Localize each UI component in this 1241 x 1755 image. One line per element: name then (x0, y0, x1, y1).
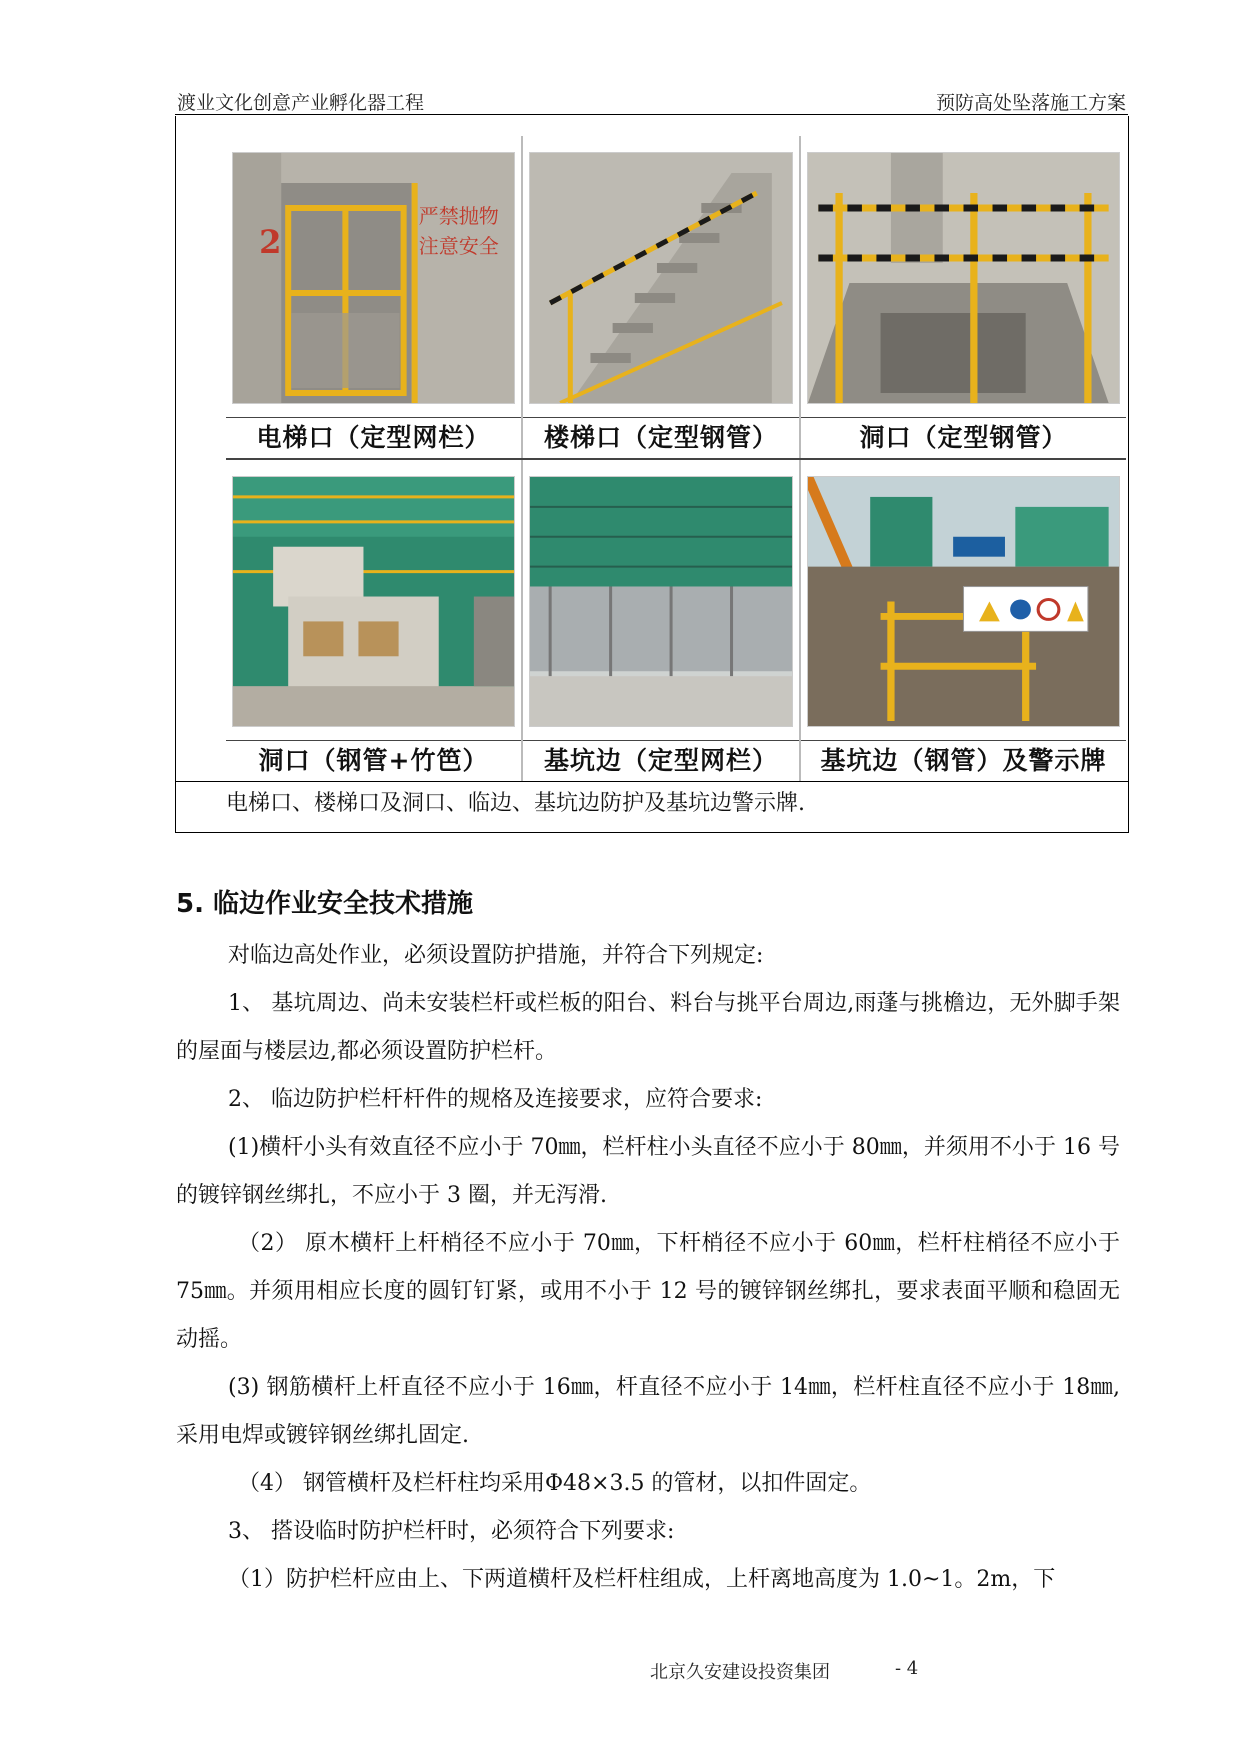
paragraph: 对临边高处作业，必须设置防护措施，并符合下列规定: (228, 943, 764, 968)
footer-organization: 北京久安建设投资集团 (650, 1662, 830, 1683)
header-document-title: 预防高处坠落施工方案 (935, 92, 1126, 114)
footer-page-number: - 4 (895, 1658, 919, 1679)
photo-hole-steel-bamboo (232, 476, 515, 727)
paragraph: （1）防护栏杆应由上、下两道横杆及栏杆柱组成，上杆离地高度为 1.0~1。2m，下 (228, 1567, 1056, 1592)
photo-grid (226, 136, 1126, 781)
figure-caption: 电梯口、楼梯口及洞口、临边、基坑边防护及基坑边警示牌. (226, 791, 805, 816)
paragraph: 2、 临边防护栏杆杆件的规格及连接要求，应符合要求: (228, 1087, 763, 1112)
paragraph: 1、 基坑周边、尚未安装栏杆或栏板的阳台、料台与挑平台周边,雨蓬与挑檐边，无外脚手架的屋面与楼层边,都必须设置防护栏杆。 (176, 991, 1120, 1064)
photo-cell-stairwell (523, 136, 799, 458)
floor-number-text: 2 (259, 223, 282, 261)
photo-floor-hole-steel-pipe (807, 152, 1120, 404)
photo-caption: 楼梯口（定型钢管） (523, 417, 799, 458)
paragraph: （4） 钢管横杆及栏杆柱均采用Φ48×3.5 的管材，以扣件固定。 (238, 1471, 872, 1496)
photo-stairwell-opening (529, 152, 793, 404)
caption-rule (176, 781, 1128, 782)
photo-caption: 基坑边（定型网栏） (523, 740, 799, 781)
paragraph: (3) 钢筋横杆上杆直径不应小于 16㎜，杆直径不应小于 14㎜，栏杆柱直径不应小于 18㎜,采用电焊或镀锌钢丝绑扎固定. (176, 1375, 1120, 1448)
paragraph: (1)横杆小头有效直径不应小于 70㎜，栏杆柱小头直径不应小于 80㎜，并须用不小于 16 号的镀锌钢丝绑扎，不应小于 3 圈，并无泻滑. (176, 1135, 1120, 1208)
photo-caption: 洞口（定型钢管） (801, 417, 1126, 458)
photo-elevator-opening (232, 152, 515, 404)
paragraph: 3、 搭设临时防护栏杆时，必须符合下列要求: (228, 1519, 675, 1544)
photo-pit-edge-mesh-fence (529, 476, 793, 727)
photo-cell-hole-bamboo (226, 460, 521, 781)
section-title: 5. 临边作业安全技术措施 (176, 889, 474, 919)
header-rule (175, 114, 1128, 115)
sign-text-line-2: 注意安全 (418, 234, 499, 258)
header-project-name: 渡业文化创意产业孵化器工程 (177, 92, 425, 114)
photo-caption: 基坑边（钢管）及警示牌 (801, 740, 1126, 781)
photo-cell-pit-edge-net (523, 460, 799, 781)
photo-caption: 洞口（钢管+竹笆） (226, 740, 521, 781)
photo-cell-floor-hole (801, 136, 1126, 458)
paragraph: （2） 原木横杆上杆梢径不应小于 70㎜，下杆梢径不应小于 60㎜，栏杆柱梢径不应小于 75㎜。并须用相应长度的圆钉钉紧，或用不小于 12 号的镀锌钢丝绑扎，要求表面平顺和稳固无动摇。 (176, 1231, 1120, 1352)
photo-pit-edge-pipe-and-warning-signs (807, 476, 1120, 727)
photo-cell-pit-edge-signs (801, 460, 1126, 781)
figure-table (175, 116, 1129, 833)
sign-text-line-1: 严禁抛物 (418, 204, 499, 228)
photo-cell-elevator (226, 136, 521, 458)
photo-caption: 电梯口（定型网栏） (226, 417, 521, 458)
